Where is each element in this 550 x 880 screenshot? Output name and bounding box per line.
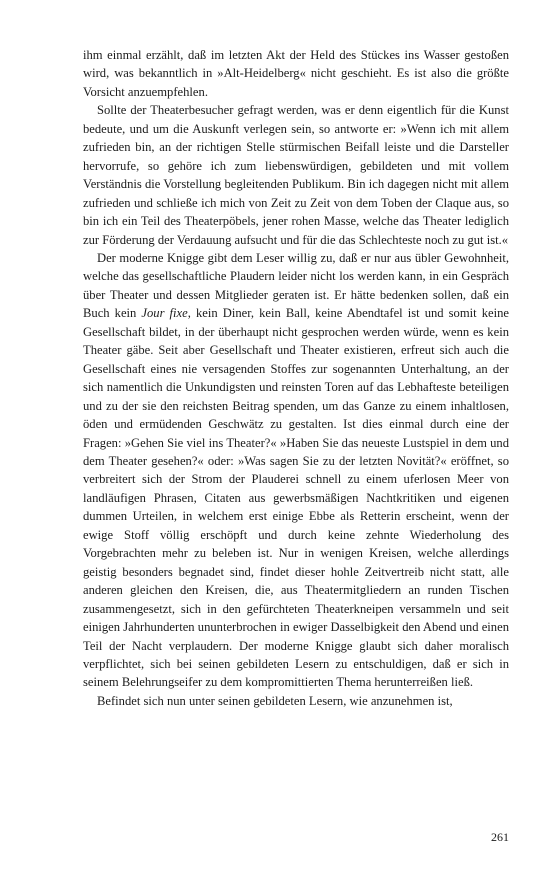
page-number: 261: [491, 830, 509, 844]
italic-term: Jour fixe: [141, 306, 188, 321]
paragraph-continuation: ihm einmal erzählt, daß im letzten Akt der Held des Stückes ins Wasser gestoßen wird, was bekanntlich in »Alt-Heidelberg« nicht geschieht. Es ist also die größte Vorsicht anzuempfehlen.: [83, 48, 509, 99]
paragraph-moderne-knigge: Der moderne Knigge gibt dem Leser willig zu, daß er nur aus übler Gewohnheit, welche das gesellschaftliche Plaudern leider nicht los werden kann, in ein Gespräch über Theater und dessen Mitglieder geraten ist. Er hätte bedenken sollen, daß ein Buch kein Jour fixe, kein Diner, kein Ball, keine Abendtafel ist und somit keine Gesellschaft bildet, in der überhaupt nicht gesprochen werden würde, wenn es kein Theater gäbe. Seit aber Gesellschaft und Theater existieren, erfreut sich auch die Gesellschaft eines nie versagenden Stoffes zur sogenannten Unterhaltung, an der sich namentlich die Unkundigsten und reinsten Toren auf das Lebhafteste beteiligen und zu der sie den reichsten Beitrag spenden, um das Ganze zu einem inhaltlosen, öden und ermüdenden Geschwätz zu gestalten. Ist dies einmal durch eine der Fragen: »Gehen Sie viel ins Theater?« »Haben Sie das neueste Lustspiel in dem und dem Theater gesehen?« oder: »Was sagen Sie zu der letzten Novität?« eröffnet, so verbreitert sich der Strom der Plauderei schnell zu einem uferlosen Meer von landläufigen Phrasen, Citaten aus gewerbsmäßigen Nachtkritiken und eigenen dummen Urteilen, in welchem erst einige Ebbe als Retterin erscheint, wenn der ewige Stoff völlig erschöpft und durch keine zehnte Wiederholung des Vorgebrachten mehr zu beleben ist. Nur in wenigen Kreisen, welche allerdings geistig besonders begnadet sind, findet dieser hohle Zeitvertreib nicht statt, alle anderen gleichen den Kreisen, die, aus Theatermitgliedern an runden Tischen zusammengesetzt, sich in den gefürchteten Theaterkneipen versammeln und seit einigen Jahrhunderten ununterbrochen in ewiger Dasselbigkeit den Abend und einen Teil der Nacht verplaudern. Der moderne Knigge glaubt sich daher moralisch verpflichtet, sich bei seinen gebildeten Lesern zu entschuldigen, daß er sich in seinem Belehrungseifer zu dem kompromittierten Thema herunterreißen ließ.: [83, 250, 509, 690]
book-page: [83, 46, 509, 844]
paragraph-befindet: Befindet sich nun unter seinen gebildeten Lesern, wie anzunehmen ist,: [97, 693, 453, 708]
paragraph-theaterbesucher: Sollte der Theaterbesucher gefragt werden, was er denn eigentlich für die Kunst bedeute, und um die Auskunft verlegen sein, so antworte er: »Wenn ich mit allem zufrieden bin, an der richtigen Stelle stürmischen Beifall leiste und die Darsteller hervorrufe, so gehöre ich zum liebenswürdigen, gebildeten und mit vollem Verständnis die Vorstellung begleitenden Publikum. Bin ich dagegen nicht mit allem zufrieden und schließe ich mich von Zeit zu Zeit von dem Toben der Claque aus, so bin ich ein Teil des Theaterpöbels, jener rohen Masse, welche das Theater lediglich zur Förderung der Verdauung aufsucht und für die das Schlechteste noch zu gut ist.«: [83, 103, 509, 247]
